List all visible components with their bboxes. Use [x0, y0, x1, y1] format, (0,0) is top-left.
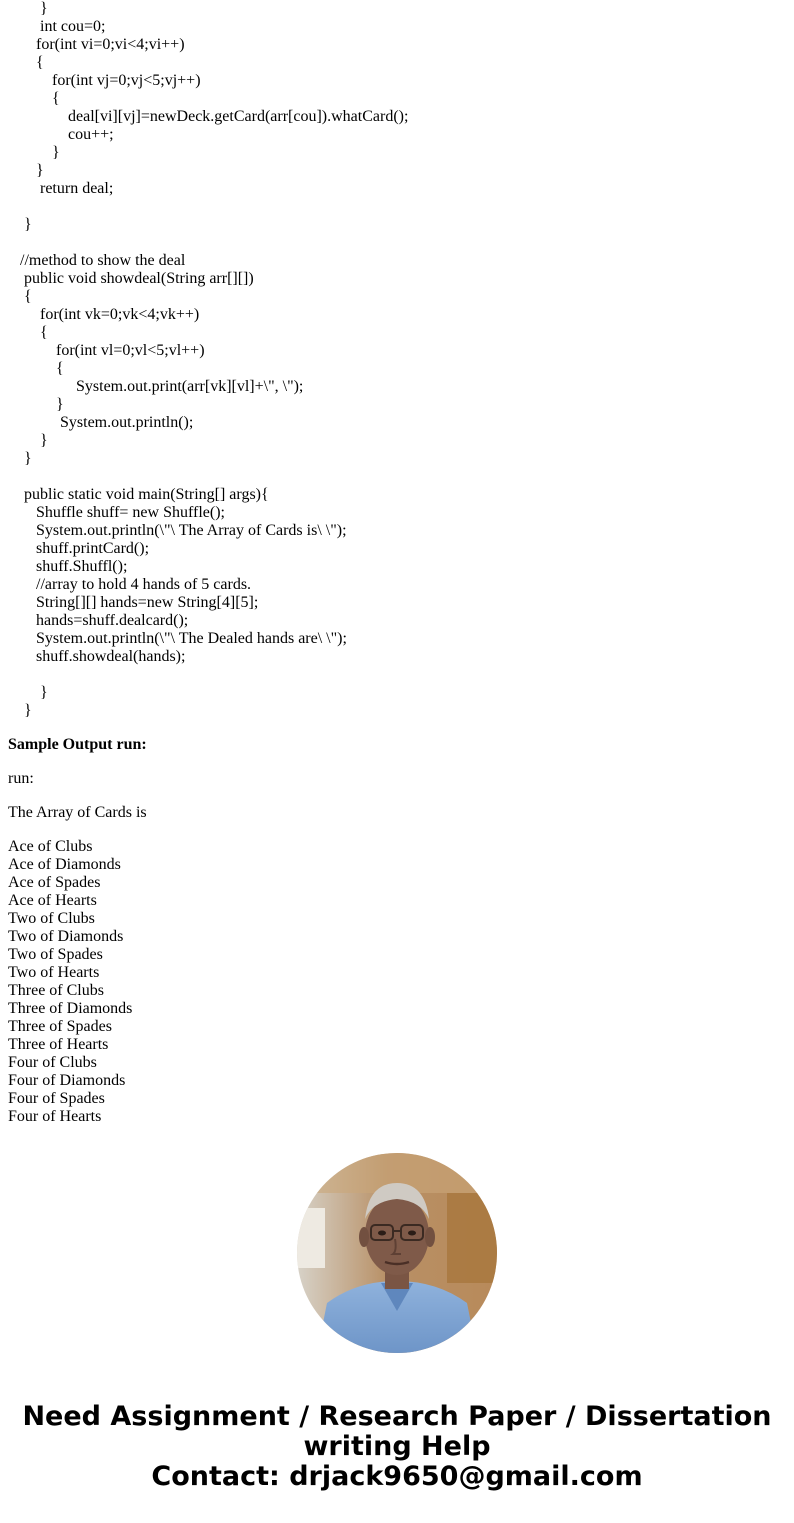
- card-item: Ace of Hearts: [8, 892, 97, 909]
- code-line: for(int vi=0;vi<4;vi++): [36, 36, 185, 53]
- code-line: {: [56, 360, 64, 377]
- code-line: shuff.Shuffl();: [36, 558, 128, 575]
- code-line: deal[vi][vj]=newDeck.getCard(arr[cou]).whatCard();: [68, 108, 409, 125]
- code-comment: //method to show the deal: [20, 252, 186, 269]
- card-item: Ace of Diamonds: [8, 856, 121, 873]
- code-line: {: [40, 324, 48, 341]
- code-line: public static void main(String[] args){: [24, 486, 269, 503]
- code-line: for(int vl=0;vl<5;vl++): [56, 342, 205, 359]
- code-line: String[][] hands=new String[4][5];: [36, 594, 259, 611]
- card-item: Three of Clubs: [8, 982, 104, 999]
- code-comment: //array to hold 4 hands of 5 cards.: [36, 576, 252, 593]
- code-line: cou++;: [68, 126, 114, 143]
- author-avatar: [297, 1153, 497, 1353]
- code-line: }: [40, 0, 48, 17]
- code-line: int cou=0;: [40, 18, 106, 35]
- card-item: Three of Diamonds: [8, 1000, 133, 1017]
- card-item: Four of Diamonds: [8, 1072, 126, 1089]
- code-line: }: [24, 702, 32, 719]
- contact-email: Contact: drjack9650@gmail.com: [151, 1461, 643, 1492]
- code-line: for(int vk=0;vk<4;vk++): [40, 306, 200, 323]
- code-line: {: [36, 54, 44, 71]
- code-line: }: [56, 396, 64, 413]
- card-item: Two of Spades: [8, 946, 103, 963]
- card-item: Four of Clubs: [8, 1054, 97, 1071]
- run-label: run:: [8, 770, 34, 787]
- code-line: for(int vj=0;vj<5;vj++): [52, 72, 201, 89]
- card-item: Four of Spades: [8, 1090, 105, 1107]
- card-item: Two of Diamonds: [8, 928, 124, 945]
- portrait-image: [297, 1153, 497, 1353]
- code-line: }: [36, 162, 44, 179]
- code-line: hands=shuff.dealcard();: [36, 612, 189, 629]
- code-line: }: [40, 432, 48, 449]
- output-heading: Sample Output run:: [8, 736, 147, 753]
- array-title: The Array of Cards is: [8, 804, 147, 821]
- card-item: Ace of Spades: [8, 874, 101, 891]
- code-line: System.out.print(arr[vk][vl]+\", \");: [76, 378, 304, 395]
- code-line: {: [24, 288, 32, 305]
- code-line: System.out.println(\"\ The Dealed hands are\ \");: [36, 630, 347, 647]
- card-item: Two of Clubs: [8, 910, 95, 927]
- code-line: Shuffle shuff= new Shuffle();: [36, 504, 225, 521]
- code-line: shuff.printCard();: [36, 540, 150, 557]
- code-line: }: [40, 684, 48, 701]
- code-line: }: [24, 216, 32, 233]
- code-line: return deal;: [40, 180, 114, 197]
- promo-line: Need Assignment / Research Paper / Dissertation: [22, 1401, 772, 1432]
- code-line: System.out.println(\"\ The Array of Cards is\ \");: [36, 522, 347, 539]
- code-line: {: [52, 90, 60, 107]
- card-item: Three of Spades: [8, 1018, 112, 1035]
- code-line: public void showdeal(String arr[][]): [24, 270, 254, 287]
- promo-banner: [0, 1402, 794, 1492]
- card-item: Ace of Clubs: [8, 838, 93, 855]
- card-item: Four of Hearts: [8, 1108, 102, 1125]
- code-line: System.out.println();: [60, 414, 194, 431]
- card-item: Two of Hearts: [8, 964, 100, 981]
- code-line: }: [52, 144, 60, 161]
- card-list: [8, 838, 132, 1126]
- code-line: shuff.showdeal(hands);: [36, 648, 186, 665]
- promo-line: writing Help: [303, 1431, 491, 1462]
- card-item: Three of Hearts: [8, 1036, 109, 1053]
- code-line: }: [24, 450, 32, 467]
